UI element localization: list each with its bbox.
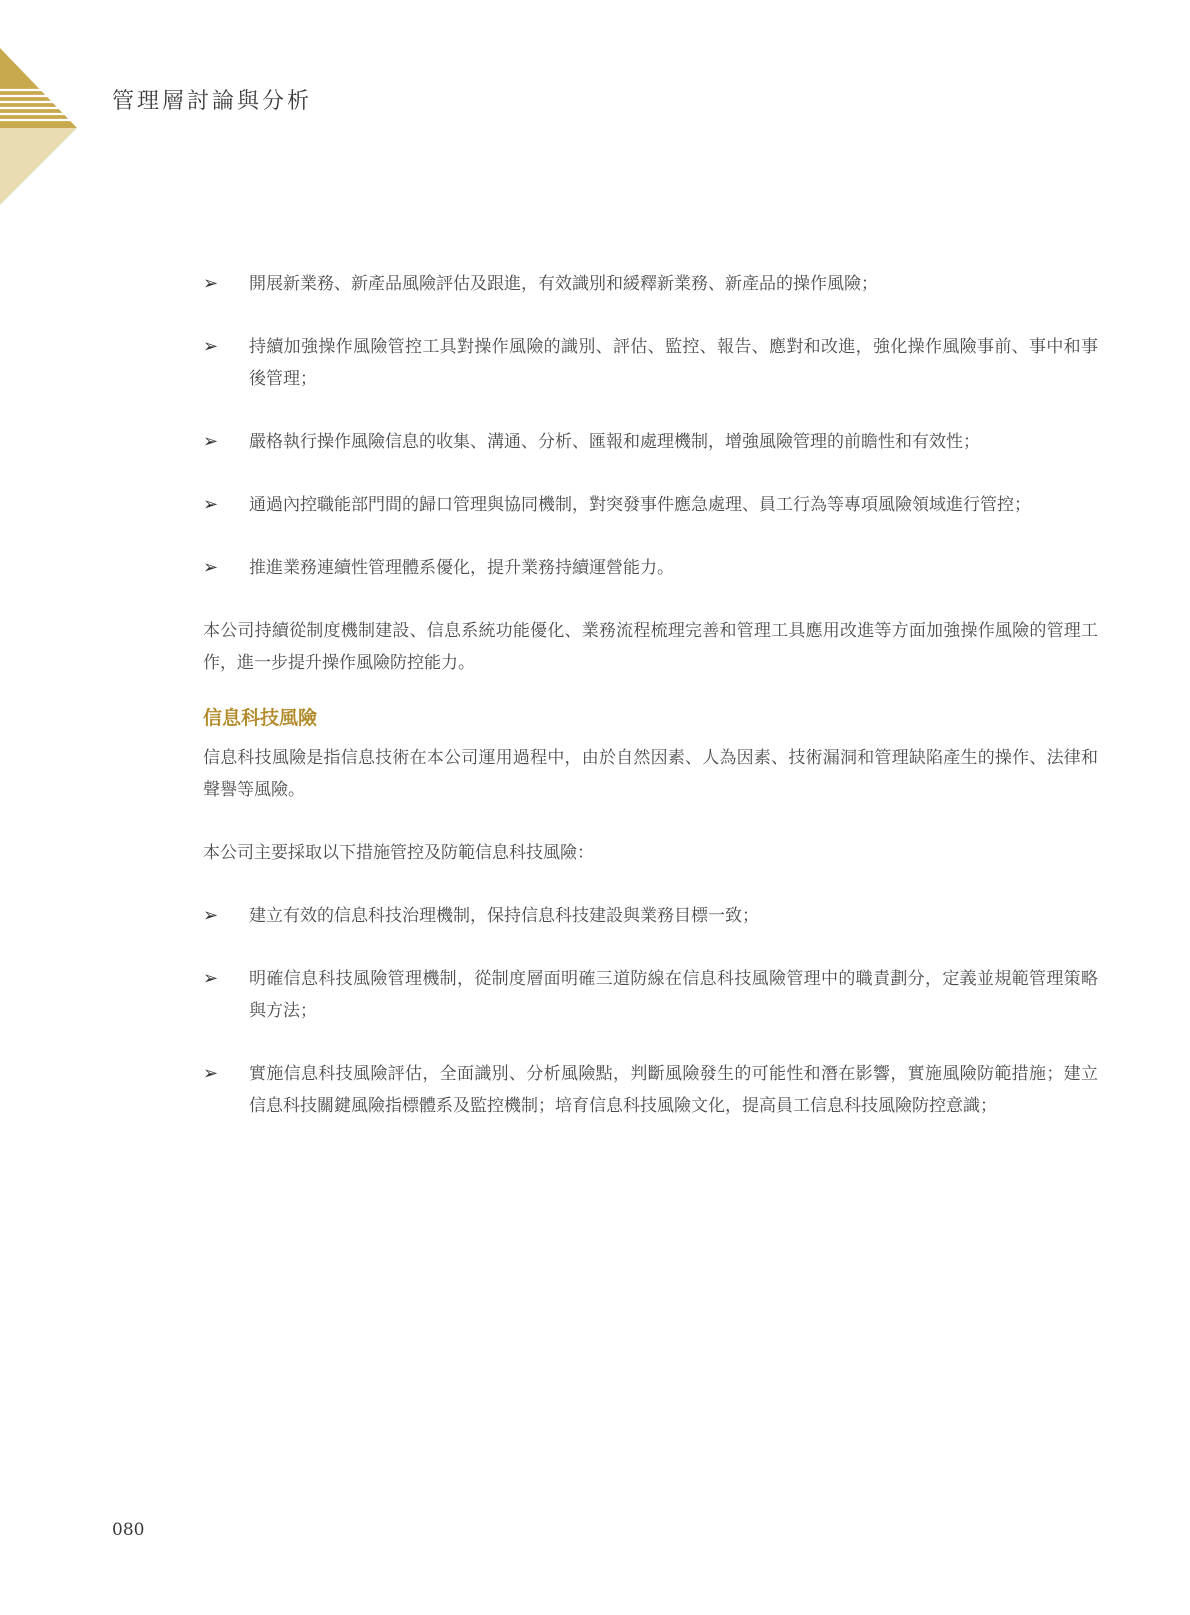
list-item-text: 實施信息科技風險評估，全面識別、分析風險點，判斷風險發生的可能性和潛在影響，實施風險防範措施；建立信息科技關鍵風險指標體系及監控機制；培育信息科技風險文化，提高員工信息科技風險防控意識； <box>249 1064 1098 1116</box>
section-heading-it-risk: 信息科技風險 <box>203 707 318 729</box>
list-item <box>203 552 1098 584</box>
arrow-bullet-icon: ➢ <box>203 1063 219 1084</box>
section-header-title: 管理層討論與分析 <box>112 89 313 114</box>
list-item-text: 推進業務連續性管理體系優化，提升業務持續運營能力。 <box>249 558 674 578</box>
list-item-text: 明確信息科技風險管理機制，從制度層面明確三道防線在信息科技風險管理中的職責劃分，定義並規範管理策略與方法； <box>249 969 1098 1021</box>
arrow-bullet-icon: ➢ <box>203 273 219 294</box>
main-content <box>203 268 1098 1153</box>
list-item <box>203 963 1098 1027</box>
corner-decoration <box>0 0 80 210</box>
list-item-text: 嚴格執行操作風險信息的收集、溝通、分析、匯報和處理機制，增強風險管理的前瞻性和有效性； <box>249 432 980 452</box>
list-item-text: 開展新業務、新產品風險評估及跟進，有效識別和緩釋新業務、新產品的操作風險； <box>249 274 878 294</box>
list-item <box>203 900 1098 932</box>
list-item-text: 通過內控職能部門間的歸口管理與協同機制，對突發事件應急處理、員工行為等專項風險領域進行管控； <box>249 495 1031 515</box>
list-item <box>203 331 1098 395</box>
page-number: 080 <box>112 1520 145 1540</box>
operational-risk-summary-paragraph: 本公司持續從制度機制建設、信息系統功能優化、業務流程梳理完善和管理工具應用改進等方面加強操作風險的管理工作，進一步提升操作風險防控能力。 <box>203 621 1098 673</box>
arrow-bullet-icon: ➢ <box>203 494 219 515</box>
it-risk-definition-paragraph: 信息科技風險是指信息技術在本公司運用過程中，由於自然因素、人為因素、技術漏洞和管理缺陷產生的操作、法律和聲譽等風險。 <box>203 748 1098 800</box>
list-item-text: 持續加強操作風險管控工具對操作風險的識別、評估、監控、報告、應對和改進，強化操作風險事前、事中和事後管理； <box>249 337 1098 389</box>
arrow-bullet-icon: ➢ <box>203 968 219 989</box>
bullet-list-operational-risk <box>203 268 1098 584</box>
list-item-text: 建立有效的信息科技治理機制，保持信息科技建設與業務目標一致； <box>249 906 759 926</box>
list-item <box>203 268 1098 300</box>
list-item <box>203 426 1098 458</box>
arrow-bullet-icon: ➢ <box>203 905 219 926</box>
list-item <box>203 489 1098 521</box>
arrow-bullet-icon: ➢ <box>203 431 219 452</box>
arrow-bullet-icon: ➢ <box>203 557 219 578</box>
bullet-list-it-risk <box>203 900 1098 1122</box>
list-item <box>203 1058 1098 1122</box>
it-risk-measures-intro-paragraph: 本公司主要採取以下措施管控及防範信息科技風險： <box>203 843 594 863</box>
arrow-bullet-icon: ➢ <box>203 336 219 357</box>
